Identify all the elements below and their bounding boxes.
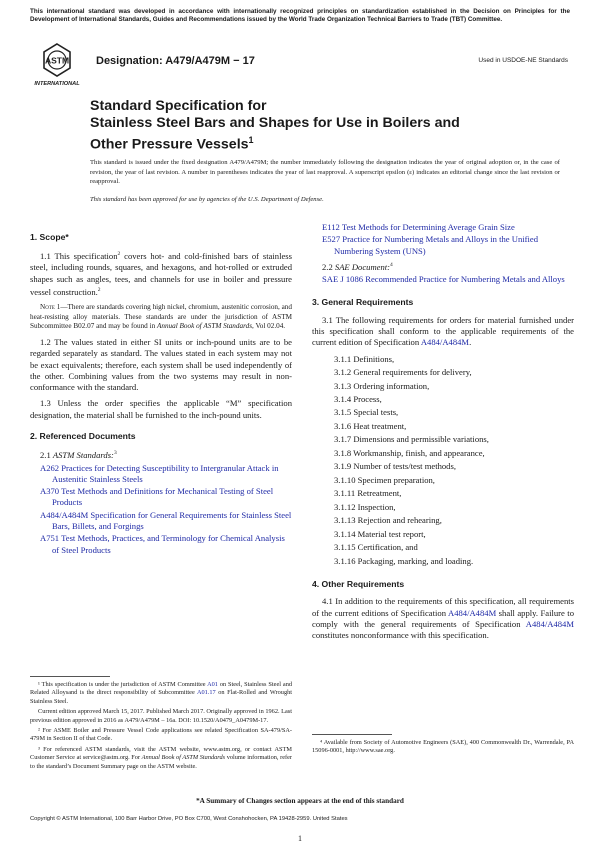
designation: Designation: A479/A479M − 17 <box>96 55 255 67</box>
ref-a262[interactable]: A262 Practices for Detecting Susceptibility to Intergranular Attack in Austenitic Stainless Steels <box>40 462 279 484</box>
header-notice: This international standard was developed in accordance with internationally recognized principles on standardization established in the Decision on Principles for the Development of International Standards, Guides and Recommendations issued by the World Trade Organization Technical Barriers to Trade (TBT) Committee. <box>30 8 570 24</box>
ref-e112[interactable]: E112 Test Methods for Determining Average Grain Size <box>322 222 515 232</box>
list-item: 3.1.16 Packaging, marking, and loading. <box>334 555 474 566</box>
footnote-2: ² For ASME Boiler and Pressure Vessel Code applications see related Specification SA-479/SA-479M in Section II of that Code. <box>30 727 292 743</box>
list-item: 3.1.3 Ordering information, <box>334 380 430 391</box>
logo-subtext: INTERNATIONAL <box>34 81 80 87</box>
footnote-3: ³ For referenced ASTM standards, visit the ASTM website, www.astm.org, or contact ASTM Customer Service at service@astm.org. For Annual Book of ASTM Standards volume information, refer to the standard’s Document Summary page on the ASTM website. <box>30 745 293 770</box>
title-line-1: Standard Specification for <box>90 98 267 114</box>
list-item: 3.1.8 Workmanship, finish, and appearance, <box>334 447 485 458</box>
list-item: 3.1.11 Retreatment, <box>334 488 402 499</box>
ref-e527[interactable]: E527 Practice for Numbering Metals and Alloys in the Unified Numbering System (UNS) <box>322 234 538 256</box>
ref-sae-j1086[interactable]: SAE J 1086 Recommended Practice for Numbering Metals and Alloys <box>322 274 565 285</box>
list-item: 3.1.13 Rejection and rehearing, <box>334 515 442 526</box>
list-item: 3.1.7 Dimensions and permissible variations, <box>334 434 489 445</box>
footnote-1b: Current edition approved March 15, 2017. Published March 2017. Originally approved in 1962. Last previous edition approved in 2016 as A479/A479M – 16a. DOI: 10.1520/A0479_A0479M-17. <box>30 708 292 724</box>
approval-note: This standard has been approved for use by agencies of the U.S. Department of Defense. <box>90 196 324 203</box>
astm-logo-icon <box>30 42 84 88</box>
astm-standards-subheading: 2.1 ASTM Standards:$^3$ <box>40 450 117 461</box>
list-item: 3.1.14 Material test report, <box>334 528 426 539</box>
scope-1-3: 1.3 Unless the order specifies the applicable “M” specification designation, the material shall be furnished to the inch-pound units. <box>30 398 292 420</box>
page-number: 1 <box>298 834 302 843</box>
footnote-rule <box>312 734 392 735</box>
footnote-1: ¹ This specification is under the jurisdiction of ASTM Committee A01 on Steel, Stainless Steel and Related Alloysand is the direct responsibility of Subcommittee A01.17 on Flat-Rolled and Wrought Stainless Steel. <box>30 681 293 705</box>
title-line-2: Stainless Steel Bars and Shapes for Use in Boilers and <box>90 115 460 131</box>
list-item: 3.1.9 Number of tests/test methods, <box>334 461 456 472</box>
section-general-heading: 3. General Requirements <box>312 297 414 308</box>
list-item: 3.1.2 General requirements for delivery, <box>334 367 472 378</box>
list-item: 3.1.4 Process, <box>334 393 382 404</box>
list-item: 3.1.10 Specimen preparation, <box>334 474 435 485</box>
scope-1-1: 1.1 This specification$^2$ covers hot- and cold-finished bars of stainless steel, including rounds, squares, and hexagons, and hot-rolled or extruded shapes such as angles, tees, and channels for use in boiler and pressure vessel construction.$^2$ <box>30 251 292 297</box>
summary-of-changes-note: *A Summary of Changes section appears at the end of this standard <box>196 797 404 805</box>
list-item: 3.1.1 Definitions, <box>334 353 395 364</box>
ref-a751[interactable]: A751 Test Methods, Practices, and Terminology for Chemical Analysis of Steel Products <box>40 533 285 555</box>
footnote-rule <box>30 676 110 677</box>
footnotes-right <box>312 730 574 758</box>
section-other-heading: 4. Other Requirements <box>312 579 405 590</box>
general-3-1: 3.1 The following requirements for orders for material furnished under this specification shall conform to the applicable requirements of the current edition of Specification A484/A484M. <box>312 314 574 348</box>
general-requirements-list <box>312 354 574 568</box>
right-column <box>312 222 574 647</box>
other-4-1: 4.1 In addition to the requirements of this specification, all requirements of the current editions of Specification A484/A484M shall apply. Failure to comply with the general requirements of Specification A484/A484M constitutes nonconformance with this specification. <box>312 596 574 641</box>
astm-logo <box>30 42 84 88</box>
sae-document-subheading: 2.2 SAE Document:$^4$ <box>322 261 393 272</box>
copyright-line: Copyright © ASTM International, 100 Barr Harbor Drive, PO Box C700, West Conshohocken, PA 19428-2959. United States <box>30 816 348 822</box>
ref-a484[interactable]: A484/A484M Specification for General Requirements for Stainless Steel Bars, Billets, and Forgings <box>40 509 292 531</box>
ref-a370[interactable]: A370 Test Methods and Definitions for Mechanical Testing of Steel Products <box>40 486 274 508</box>
footnotes-left <box>30 672 292 773</box>
list-item: 3.1.6 Heat treatment, <box>334 420 407 431</box>
section-referenced-heading: 2. Referenced Documents <box>30 431 136 442</box>
logo-text: ASTM <box>44 55 70 66</box>
scope-note-1: Note 1—There are standards covering high nickel, chromium, austenitic corrosion, and heat-resisting alloy materials. These standards are under the jurisdiction of ASTM Subcommittee B02.07 and may be found in Annual Book of ASTM Standards, Vol 02.04. <box>30 303 292 331</box>
scope-1-2: 1.2 The values stated in either SI units or inch-pound units are to be regarded separately as standard. The values stated in each system may not be exact equivalents; therefore, each system shall be used independently of the other. Combining values from the two systems may result in non-conformance with the standard. <box>30 336 292 393</box>
list-item: 3.1.5 Special tests, <box>334 407 399 418</box>
title-line-3: Other Pressure Vessels$^1$ <box>90 135 254 153</box>
section-scope-heading: 1. Scope* <box>30 232 69 242</box>
list-item: 3.1.12 Inspection, <box>334 501 396 512</box>
list-item: 3.1.15 Certification, and <box>334 542 418 553</box>
left-column <box>30 222 292 557</box>
issue-note: This standard is issued under the fixed designation A479/A479M; the number immediately following the designation indicates the year of original adoption or, in the case of revision, the year of last revision. A number in parentheses indicates the year of last reapproval. A superscript epsilon (ε) indicates an editorial change since the last revision or reapproval. <box>90 159 560 185</box>
document-title <box>90 98 530 154</box>
footnote-4: ⁴ Available from Society of Automotive Engineers (SAE), 400 Commonwealth Dr., Warrendale, PA 15096-0001, http://www.sae.org. <box>312 739 574 755</box>
used-in-label: Used in USDOE-NE Standards <box>478 57 568 64</box>
